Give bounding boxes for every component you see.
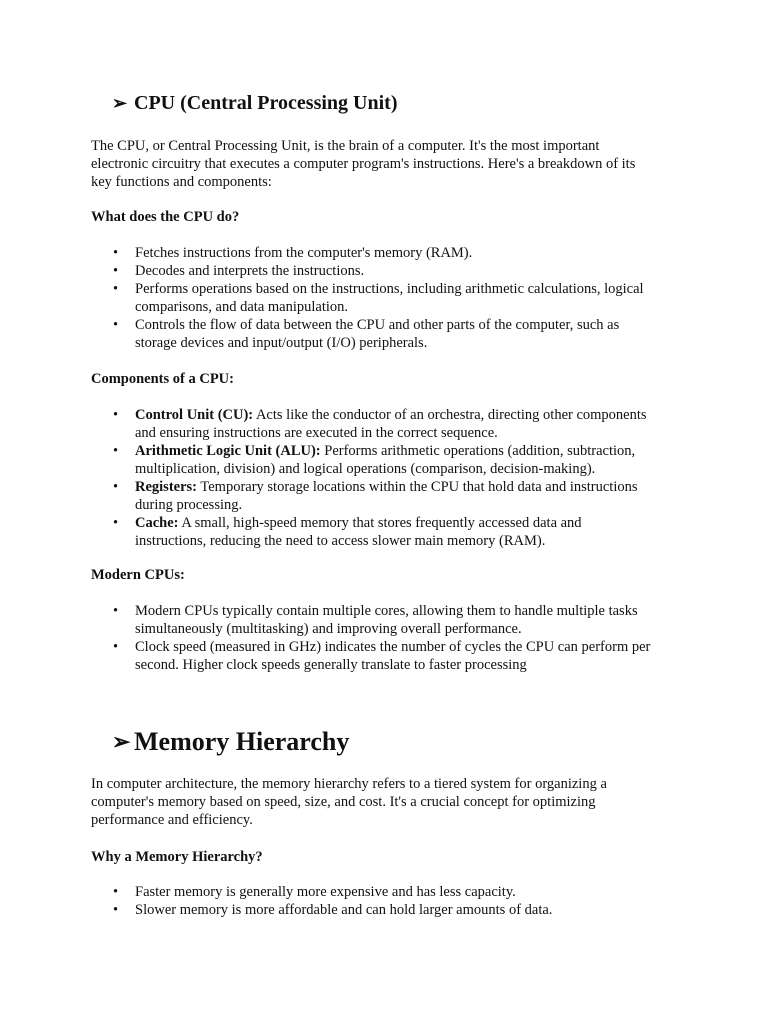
- text-line: Fetches instructions from the computer's memory (RAM).: [135, 245, 473, 261]
- memory-hierarchy-heading: [112, 727, 349, 757]
- bullet-icon: •: [113, 603, 119, 619]
- why-memory-hierarchy-title: Why a Memory Hierarchy?: [91, 849, 263, 865]
- bullet-icon: •: [113, 407, 119, 423]
- text-line: performance and efficiency.: [91, 812, 253, 828]
- component-term: Registers:: [135, 479, 198, 495]
- list-item: [91, 262, 691, 280]
- bullet-icon: •: [113, 263, 119, 279]
- text-line: multiplication, division) and logical operations (comparison, decision-making).: [135, 461, 596, 477]
- component-description: Temporary storage locations within the CPU that hold data and instructions: [197, 479, 638, 495]
- list-item: [91, 442, 691, 478]
- memory-heading-text: Memory Hierarchy: [134, 727, 350, 756]
- modern-cpus-list: [91, 602, 691, 674]
- text-line: The CPU, or Central Processing Unit, is the brain of a computer. It's the most important: [91, 138, 600, 154]
- cpu-intro-paragraph: [91, 137, 691, 191]
- bullet-icon: •: [113, 515, 119, 531]
- component-description: Acts like the conductor of an orchestra, directing other components: [253, 407, 647, 423]
- list-item: [91, 280, 691, 316]
- bullet-icon: •: [113, 884, 119, 900]
- text-line: electronic circuitry that executes a computer program's instructions. Here's a breakdown of its: [91, 156, 636, 172]
- text-line: simultaneously (multitasking) and improving overall performance.: [135, 621, 522, 637]
- cpu-heading: [112, 92, 397, 115]
- component-description: Performs arithmetic operations (addition, subtraction,: [320, 443, 636, 459]
- list-item: [91, 883, 691, 901]
- text-line: Faster memory is generally more expensive and has less capacity.: [135, 884, 516, 900]
- text-line: during processing.: [135, 497, 243, 513]
- bullet-icon: •: [113, 281, 119, 297]
- text-line: instructions, reducing the need to access slower main memory (RAM).: [135, 533, 546, 549]
- cpu-heading-text: CPU (Central Processing Unit): [134, 92, 398, 114]
- bullet-icon: •: [113, 902, 119, 918]
- list-item: [91, 901, 691, 919]
- component-term: Arithmetic Logic Unit (ALU):: [135, 443, 321, 459]
- arrow-bullet-icon: ➢: [112, 729, 131, 754]
- component-description: A small, high-speed memory that stores frequently accessed data and: [178, 515, 582, 531]
- what-cpu-does-title: What does the CPU do?: [91, 209, 240, 225]
- text-line: Slower memory is more affordable and can hold larger amounts of data.: [135, 902, 553, 918]
- text-line: Modern CPUs typically contain multiple cores, allowing them to handle multiple tasks: [135, 603, 638, 619]
- list-item: [91, 244, 691, 262]
- text-line: Decodes and interprets the instructions.: [135, 263, 365, 279]
- bullet-icon: •: [113, 317, 119, 333]
- text-line: storage devices and input/output (I/O) peripherals.: [135, 335, 428, 351]
- memory-intro-paragraph: [91, 775, 691, 829]
- list-item: [91, 514, 691, 550]
- list-item: [91, 316, 691, 352]
- list-item: [91, 478, 691, 514]
- component-term: Cache:: [135, 515, 179, 531]
- components-list: [91, 406, 691, 550]
- text-line: Clock speed (measured in GHz) indicates the number of cycles the CPU can perform per: [135, 639, 651, 655]
- what-cpu-does-list: [91, 244, 691, 352]
- text-line: Controls the flow of data between the CPU and other parts of the computer, such as: [135, 317, 620, 333]
- modern-cpus-title: Modern CPUs:: [91, 567, 185, 583]
- bullet-icon: •: [113, 639, 119, 655]
- bullet-icon: •: [113, 479, 119, 495]
- text-line: computer's memory based on speed, size, and cost. It's a crucial concept for optimizing: [91, 794, 596, 810]
- bullet-icon: •: [113, 245, 119, 261]
- arrow-bullet-icon: ➢: [112, 93, 128, 113]
- bullet-icon: •: [113, 443, 119, 459]
- text-line: In computer architecture, the memory hierarchy refers to a tiered system for organizing a: [91, 776, 607, 792]
- component-term: Control Unit (CU):: [135, 407, 254, 423]
- text-line: and ensuring instructions are executed in the correct sequence.: [135, 425, 498, 441]
- list-item: [91, 406, 691, 442]
- why-memory-hierarchy-list: [91, 883, 691, 919]
- list-item: [91, 602, 691, 638]
- text-line: comparisons, and data manipulation.: [135, 299, 349, 315]
- text-line: second. Higher clock speeds generally translate to faster processing: [135, 657, 527, 673]
- text-line: key functions and components:: [91, 174, 272, 190]
- components-title: Components of a CPU:: [91, 371, 234, 387]
- text-line: Performs operations based on the instructions, including arithmetic calculations, logical: [135, 281, 644, 297]
- list-item: [91, 638, 691, 674]
